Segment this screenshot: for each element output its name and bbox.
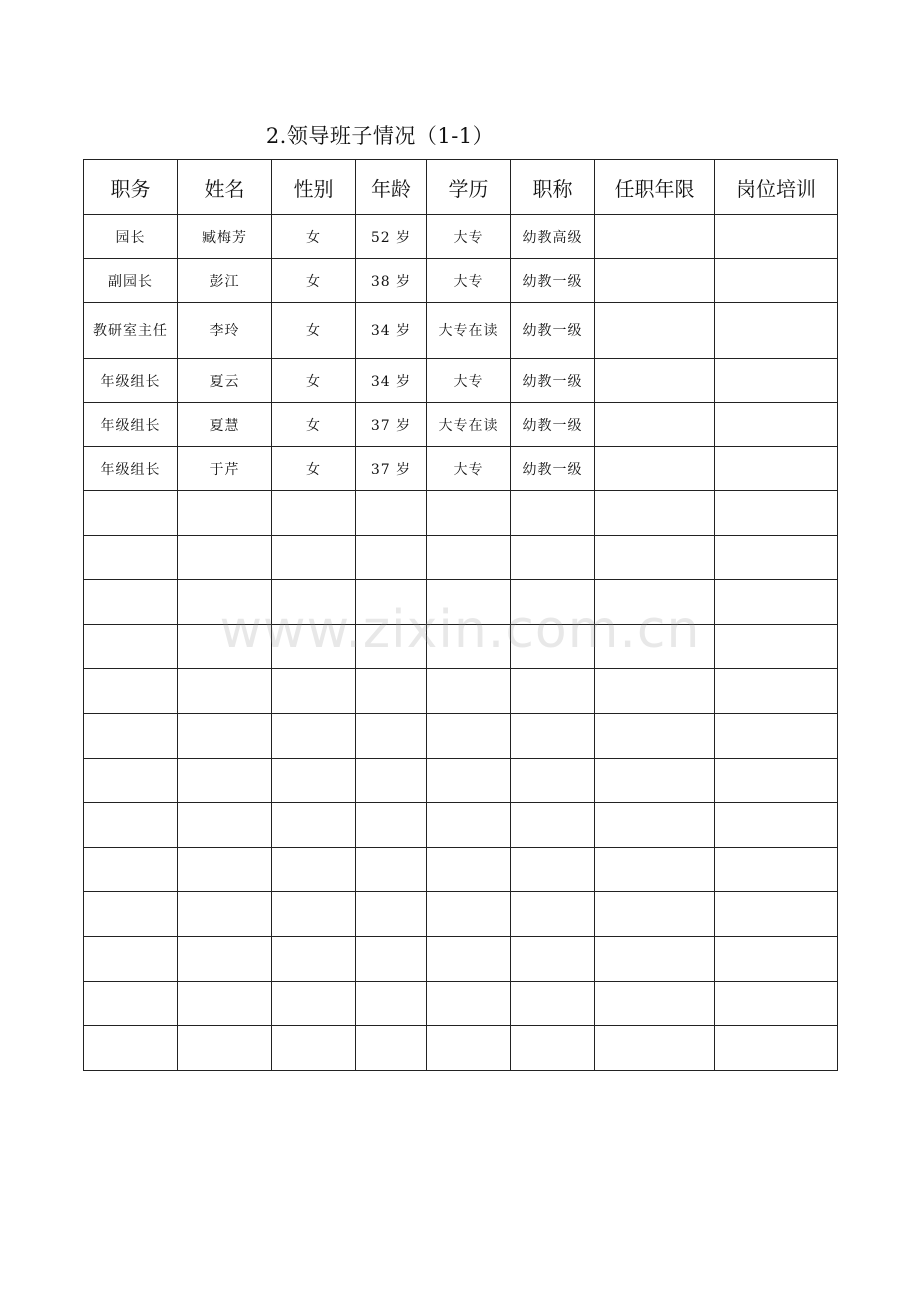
table-cell: 彭江 xyxy=(178,259,272,303)
table-row xyxy=(84,403,838,447)
table-cell-empty xyxy=(427,892,511,937)
table-row xyxy=(84,359,838,403)
table-cell: 李玲 xyxy=(178,303,272,359)
table-cell-empty xyxy=(715,892,838,937)
table-cell-empty xyxy=(511,758,595,803)
table-cell-empty xyxy=(178,936,272,981)
table-cell-empty xyxy=(715,713,838,758)
table-cell-empty xyxy=(356,758,427,803)
header-name: 姓名 xyxy=(178,160,272,215)
table-cell-empty xyxy=(178,713,272,758)
table-cell-empty xyxy=(178,580,272,625)
table-cell-empty xyxy=(84,758,178,803)
table-header-row xyxy=(84,160,838,215)
table-cell-empty xyxy=(427,669,511,714)
table-cell xyxy=(595,303,715,359)
table-row-empty xyxy=(84,981,838,1026)
table-cell: 年级组长 xyxy=(84,359,178,403)
table-cell-empty xyxy=(84,669,178,714)
table-cell-empty xyxy=(178,847,272,892)
table-cell-empty xyxy=(511,981,595,1026)
table-cell-empty xyxy=(595,981,715,1026)
table-cell-empty xyxy=(84,713,178,758)
table-cell-empty xyxy=(427,847,511,892)
table-cell-empty xyxy=(595,1026,715,1071)
table-cell-empty xyxy=(178,535,272,580)
table-cell: 园长 xyxy=(84,215,178,259)
table-cell: 37 岁 xyxy=(356,447,427,491)
table-cell xyxy=(595,403,715,447)
table-cell xyxy=(595,215,715,259)
table-cell-empty xyxy=(356,936,427,981)
table-row-empty xyxy=(84,803,838,848)
table-cell-empty xyxy=(272,580,356,625)
table-cell: 大专在读 xyxy=(427,403,511,447)
table-cell-empty xyxy=(84,892,178,937)
table-cell-empty xyxy=(715,535,838,580)
table-cell: 女 xyxy=(272,359,356,403)
table-cell-empty xyxy=(178,758,272,803)
table-cell-empty xyxy=(427,713,511,758)
table-cell-empty xyxy=(427,981,511,1026)
table-cell-empty xyxy=(595,491,715,536)
table-row xyxy=(84,215,838,259)
table-cell: 夏慧 xyxy=(178,403,272,447)
table-row-empty xyxy=(84,1026,838,1071)
table-cell-empty xyxy=(272,936,356,981)
table-cell-empty xyxy=(511,892,595,937)
table-cell-empty xyxy=(272,535,356,580)
table-cell-empty xyxy=(511,535,595,580)
table-cell: 幼教高级 xyxy=(511,215,595,259)
table-cell-empty xyxy=(595,847,715,892)
table-cell-empty xyxy=(715,491,838,536)
table-cell xyxy=(595,259,715,303)
table-cell-empty xyxy=(511,936,595,981)
table-cell-empty xyxy=(178,669,272,714)
table-cell-empty xyxy=(715,758,838,803)
table-cell-empty xyxy=(356,847,427,892)
table-cell-empty xyxy=(715,803,838,848)
table-cell-empty xyxy=(511,847,595,892)
table-cell: 幼教一级 xyxy=(511,359,595,403)
table-cell-empty xyxy=(511,803,595,848)
table-row-empty xyxy=(84,669,838,714)
leadership-table-container xyxy=(83,159,837,1071)
table-cell-empty xyxy=(272,1026,356,1071)
table-cell: 女 xyxy=(272,259,356,303)
table-cell-empty xyxy=(511,624,595,669)
table-cell xyxy=(715,259,838,303)
table-row xyxy=(84,447,838,491)
table-cell-empty xyxy=(427,624,511,669)
table-cell: 女 xyxy=(272,303,356,359)
table-row-empty xyxy=(84,713,838,758)
table-cell: 大专在读 xyxy=(427,303,511,359)
table-cell-empty xyxy=(356,580,427,625)
header-gender: 性别 xyxy=(272,160,356,215)
table-cell-empty xyxy=(84,803,178,848)
table-cell-empty xyxy=(356,1026,427,1071)
table-cell: 女 xyxy=(272,403,356,447)
header-tenure: 任职年限 xyxy=(595,160,715,215)
table-cell: 年级组长 xyxy=(84,403,178,447)
table-cell-empty xyxy=(427,803,511,848)
leadership-table xyxy=(83,159,838,1071)
table-cell-empty xyxy=(178,981,272,1026)
table-cell: 大专 xyxy=(427,215,511,259)
table-cell-empty xyxy=(356,892,427,937)
table-cell: 副园长 xyxy=(84,259,178,303)
table-cell-empty xyxy=(178,1026,272,1071)
table-cell-empty xyxy=(715,580,838,625)
table-cell: 教研室主任 xyxy=(84,303,178,359)
table-row-empty xyxy=(84,624,838,669)
table-cell-empty xyxy=(511,580,595,625)
table-cell-empty xyxy=(511,1026,595,1071)
table-cell-empty xyxy=(178,624,272,669)
table-cell xyxy=(595,447,715,491)
table-cell-empty xyxy=(427,758,511,803)
table-cell-empty xyxy=(272,491,356,536)
table-cell-empty xyxy=(715,624,838,669)
table-cell-empty xyxy=(356,981,427,1026)
table-row-empty xyxy=(84,892,838,937)
table-cell-empty xyxy=(356,713,427,758)
table-row xyxy=(84,259,838,303)
table-cell: 大专 xyxy=(427,359,511,403)
table-cell xyxy=(715,303,838,359)
table-row-empty xyxy=(84,491,838,536)
table-cell-empty xyxy=(84,847,178,892)
table-cell: 幼教一级 xyxy=(511,447,595,491)
table-cell-empty xyxy=(595,803,715,848)
table-cell-empty xyxy=(84,580,178,625)
table-cell: 于芹 xyxy=(178,447,272,491)
table-cell-empty xyxy=(511,713,595,758)
table-cell: 女 xyxy=(272,447,356,491)
table-cell: 年级组长 xyxy=(84,447,178,491)
document-title: 2.领导班子情况（1-1） xyxy=(265,124,495,148)
table-cell-empty xyxy=(272,669,356,714)
table-cell-empty xyxy=(84,624,178,669)
table-cell-empty xyxy=(595,892,715,937)
table-cell-empty xyxy=(427,580,511,625)
table-row xyxy=(84,303,838,359)
table-cell-empty xyxy=(272,892,356,937)
table-cell: 臧梅芳 xyxy=(178,215,272,259)
table-cell-empty xyxy=(272,624,356,669)
table-cell-empty xyxy=(356,491,427,536)
header-training: 岗位培训 xyxy=(715,160,838,215)
table-cell-empty xyxy=(595,535,715,580)
table-cell xyxy=(715,215,838,259)
table-cell-empty xyxy=(595,936,715,981)
table-cell-empty xyxy=(178,491,272,536)
table-cell xyxy=(715,447,838,491)
table-row-empty xyxy=(84,758,838,803)
table-cell-empty xyxy=(715,847,838,892)
table-cell-empty xyxy=(595,713,715,758)
table-cell-empty xyxy=(84,1026,178,1071)
header-position: 职务 xyxy=(84,160,178,215)
table-cell-empty xyxy=(178,892,272,937)
table-cell-empty xyxy=(84,491,178,536)
table-cell: 幼教一级 xyxy=(511,303,595,359)
table-cell: 52 岁 xyxy=(356,215,427,259)
table-cell: 夏云 xyxy=(178,359,272,403)
table-cell: 幼教一级 xyxy=(511,259,595,303)
table-cell-empty xyxy=(427,936,511,981)
table-cell: 幼教一级 xyxy=(511,403,595,447)
table-cell-empty xyxy=(427,491,511,536)
table-cell: 34 岁 xyxy=(356,303,427,359)
table-cell-empty xyxy=(715,1026,838,1071)
table-cell-empty xyxy=(427,535,511,580)
table-cell-empty xyxy=(272,803,356,848)
table-cell-empty xyxy=(272,713,356,758)
table-cell: 38 岁 xyxy=(356,259,427,303)
table-cell-empty xyxy=(427,1026,511,1071)
table-cell-empty xyxy=(715,981,838,1026)
table-cell-empty xyxy=(356,803,427,848)
header-age: 年龄 xyxy=(356,160,427,215)
table-cell-empty xyxy=(84,936,178,981)
table-cell-empty xyxy=(356,624,427,669)
table-cell-empty xyxy=(595,580,715,625)
table-cell-empty xyxy=(272,758,356,803)
table-cell-empty xyxy=(84,981,178,1026)
header-title: 职称 xyxy=(511,160,595,215)
table-cell-empty xyxy=(715,669,838,714)
table-cell xyxy=(715,359,838,403)
table-cell: 大专 xyxy=(427,259,511,303)
table-cell-empty xyxy=(272,981,356,1026)
table-cell: 34 岁 xyxy=(356,359,427,403)
table-cell-empty xyxy=(595,758,715,803)
table-cell: 女 xyxy=(272,215,356,259)
table-cell-empty xyxy=(595,669,715,714)
table-row-empty xyxy=(84,580,838,625)
table-cell-empty xyxy=(84,535,178,580)
table-row-empty xyxy=(84,535,838,580)
header-education: 学历 xyxy=(427,160,511,215)
table-cell-empty xyxy=(715,936,838,981)
table-row-empty xyxy=(84,847,838,892)
table-cell-empty xyxy=(272,847,356,892)
watermark: www.zixin.com.cn xyxy=(219,600,701,660)
table-cell xyxy=(715,403,838,447)
table-cell: 37 岁 xyxy=(356,403,427,447)
table-row-empty xyxy=(84,936,838,981)
table-cell-empty xyxy=(178,803,272,848)
table-cell-empty xyxy=(511,491,595,536)
table-cell-empty xyxy=(511,669,595,714)
table-cell: 大专 xyxy=(427,447,511,491)
table-cell-empty xyxy=(356,535,427,580)
table-cell-empty xyxy=(356,669,427,714)
table-cell-empty xyxy=(595,624,715,669)
table-cell xyxy=(595,359,715,403)
